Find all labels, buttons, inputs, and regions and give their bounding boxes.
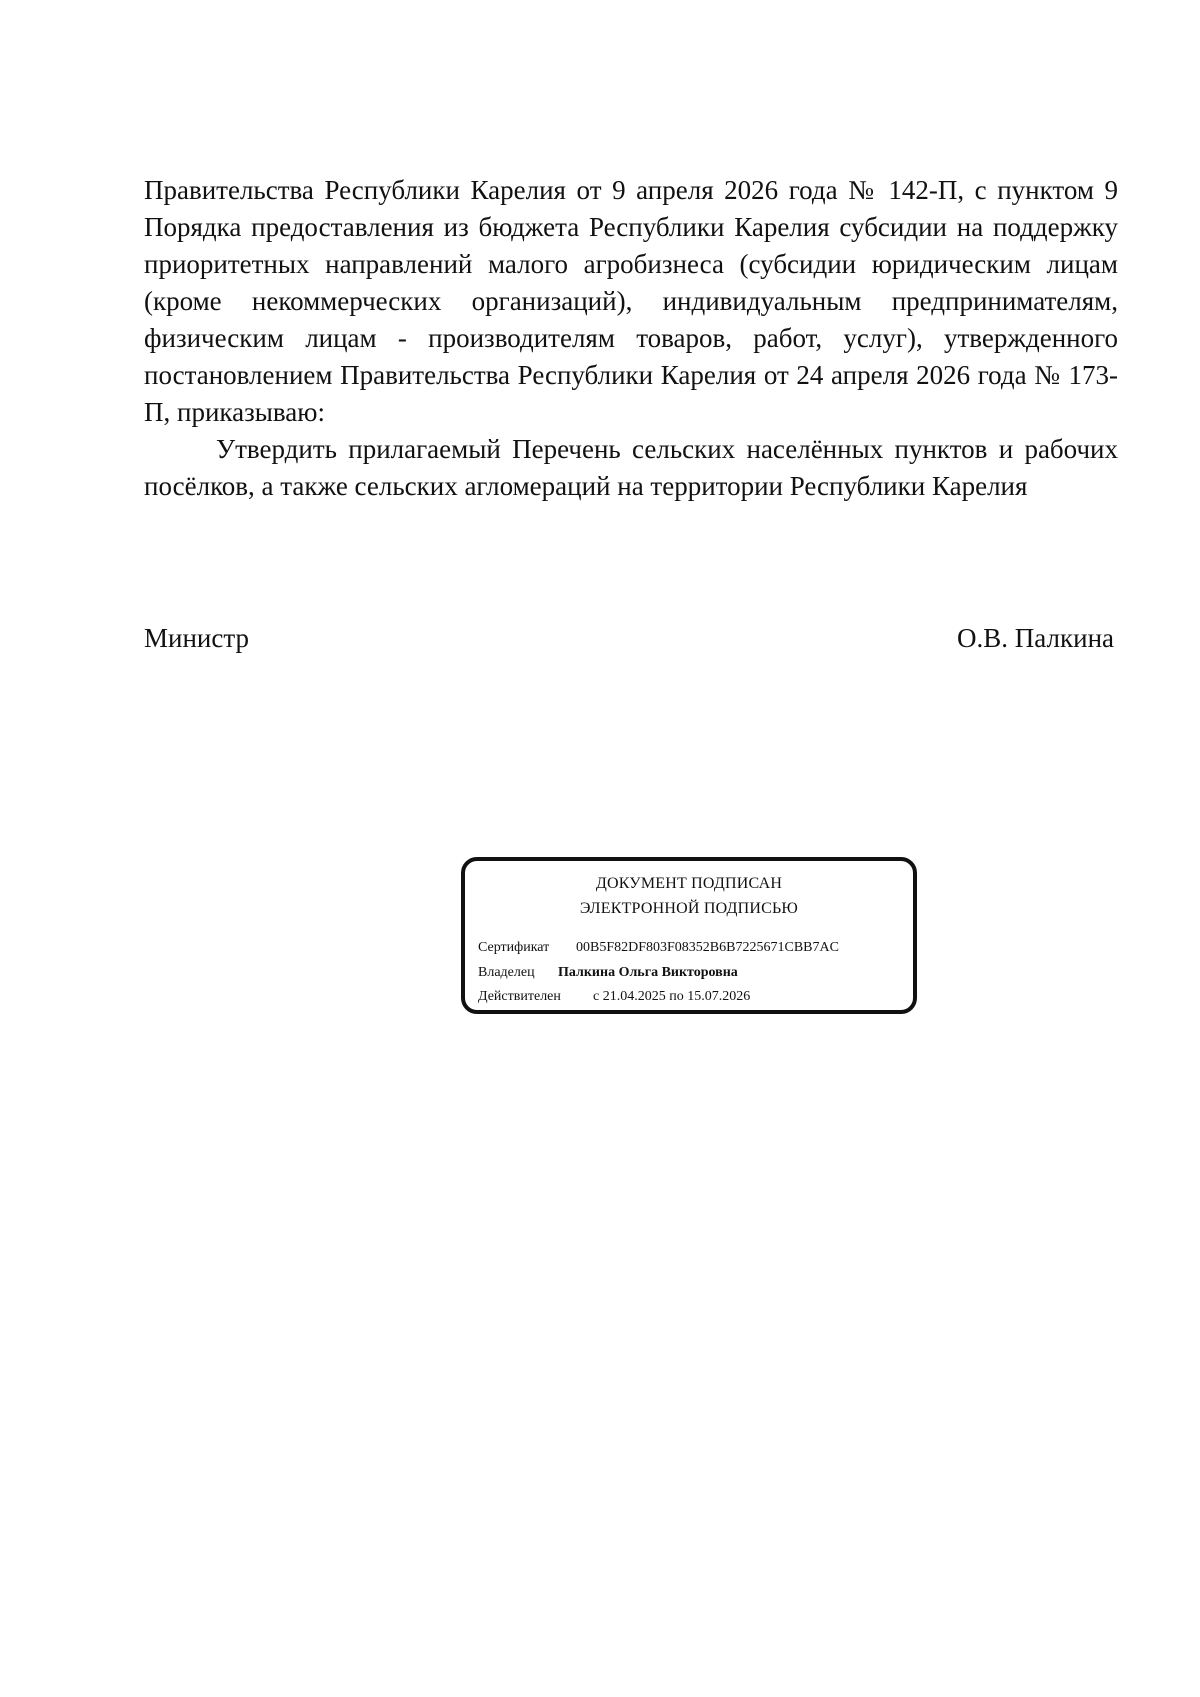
paragraph-order: Утвердить прилагаемый Перечень сельских населённых пунктов и рабочих посёлков, а также сельских агломераций на территории Республики Карелия (144, 434, 1118, 501)
stamp-validity-value: с 21.04.2025 по 15.07.2026 (593, 989, 751, 1004)
stamp-owner-value: Палкина Ольга Викторовна (558, 965, 738, 980)
stamp-owner-row (478, 964, 738, 982)
stamp-certificate-value: 00B5F82DF803F08352B6B7225671CBB7AC (576, 940, 839, 955)
paragraph-preamble: Правительства Республики Карелия от 9 апреля 2026 года № 142-П, с пунктом 9 Порядка предоставления из бюджета Республики Карелия субсидии на поддержку приоритетных направлений малого агробизнеса (субсидии юридическим лицам (кроме некоммерческих организаций), индивидуальным предпринимателям, физическим лицам - производителям товаров, работ, услуг), утвержденного постановлением Правительства Республики Карелия от 24 апреля 2026 года № 173-П, приказываю: (144, 175, 1118, 427)
stamp-title-line-1: ДОКУМЕНТ ПОДПИСАН (595, 875, 783, 892)
stamp-validity-row (478, 988, 750, 1006)
stamp-certificate-label: Сертификат (478, 940, 550, 955)
stamp-title (465, 871, 913, 921)
stamp-title-line-2: ЭЛЕКТРОННОЙ ПОДПИСЬЮ (579, 900, 799, 917)
signatory-position: Министр (144, 623, 249, 653)
electronic-signature-stamp (461, 857, 917, 1014)
stamp-owner-label: Владелец (478, 965, 535, 980)
signature-row (144, 620, 1114, 657)
stamp-certificate-row (478, 939, 839, 957)
stamp-validity-label: Действителен (478, 989, 561, 1004)
signatory-name: О.В. Палкина (957, 623, 1114, 653)
document-body (144, 172, 1118, 505)
